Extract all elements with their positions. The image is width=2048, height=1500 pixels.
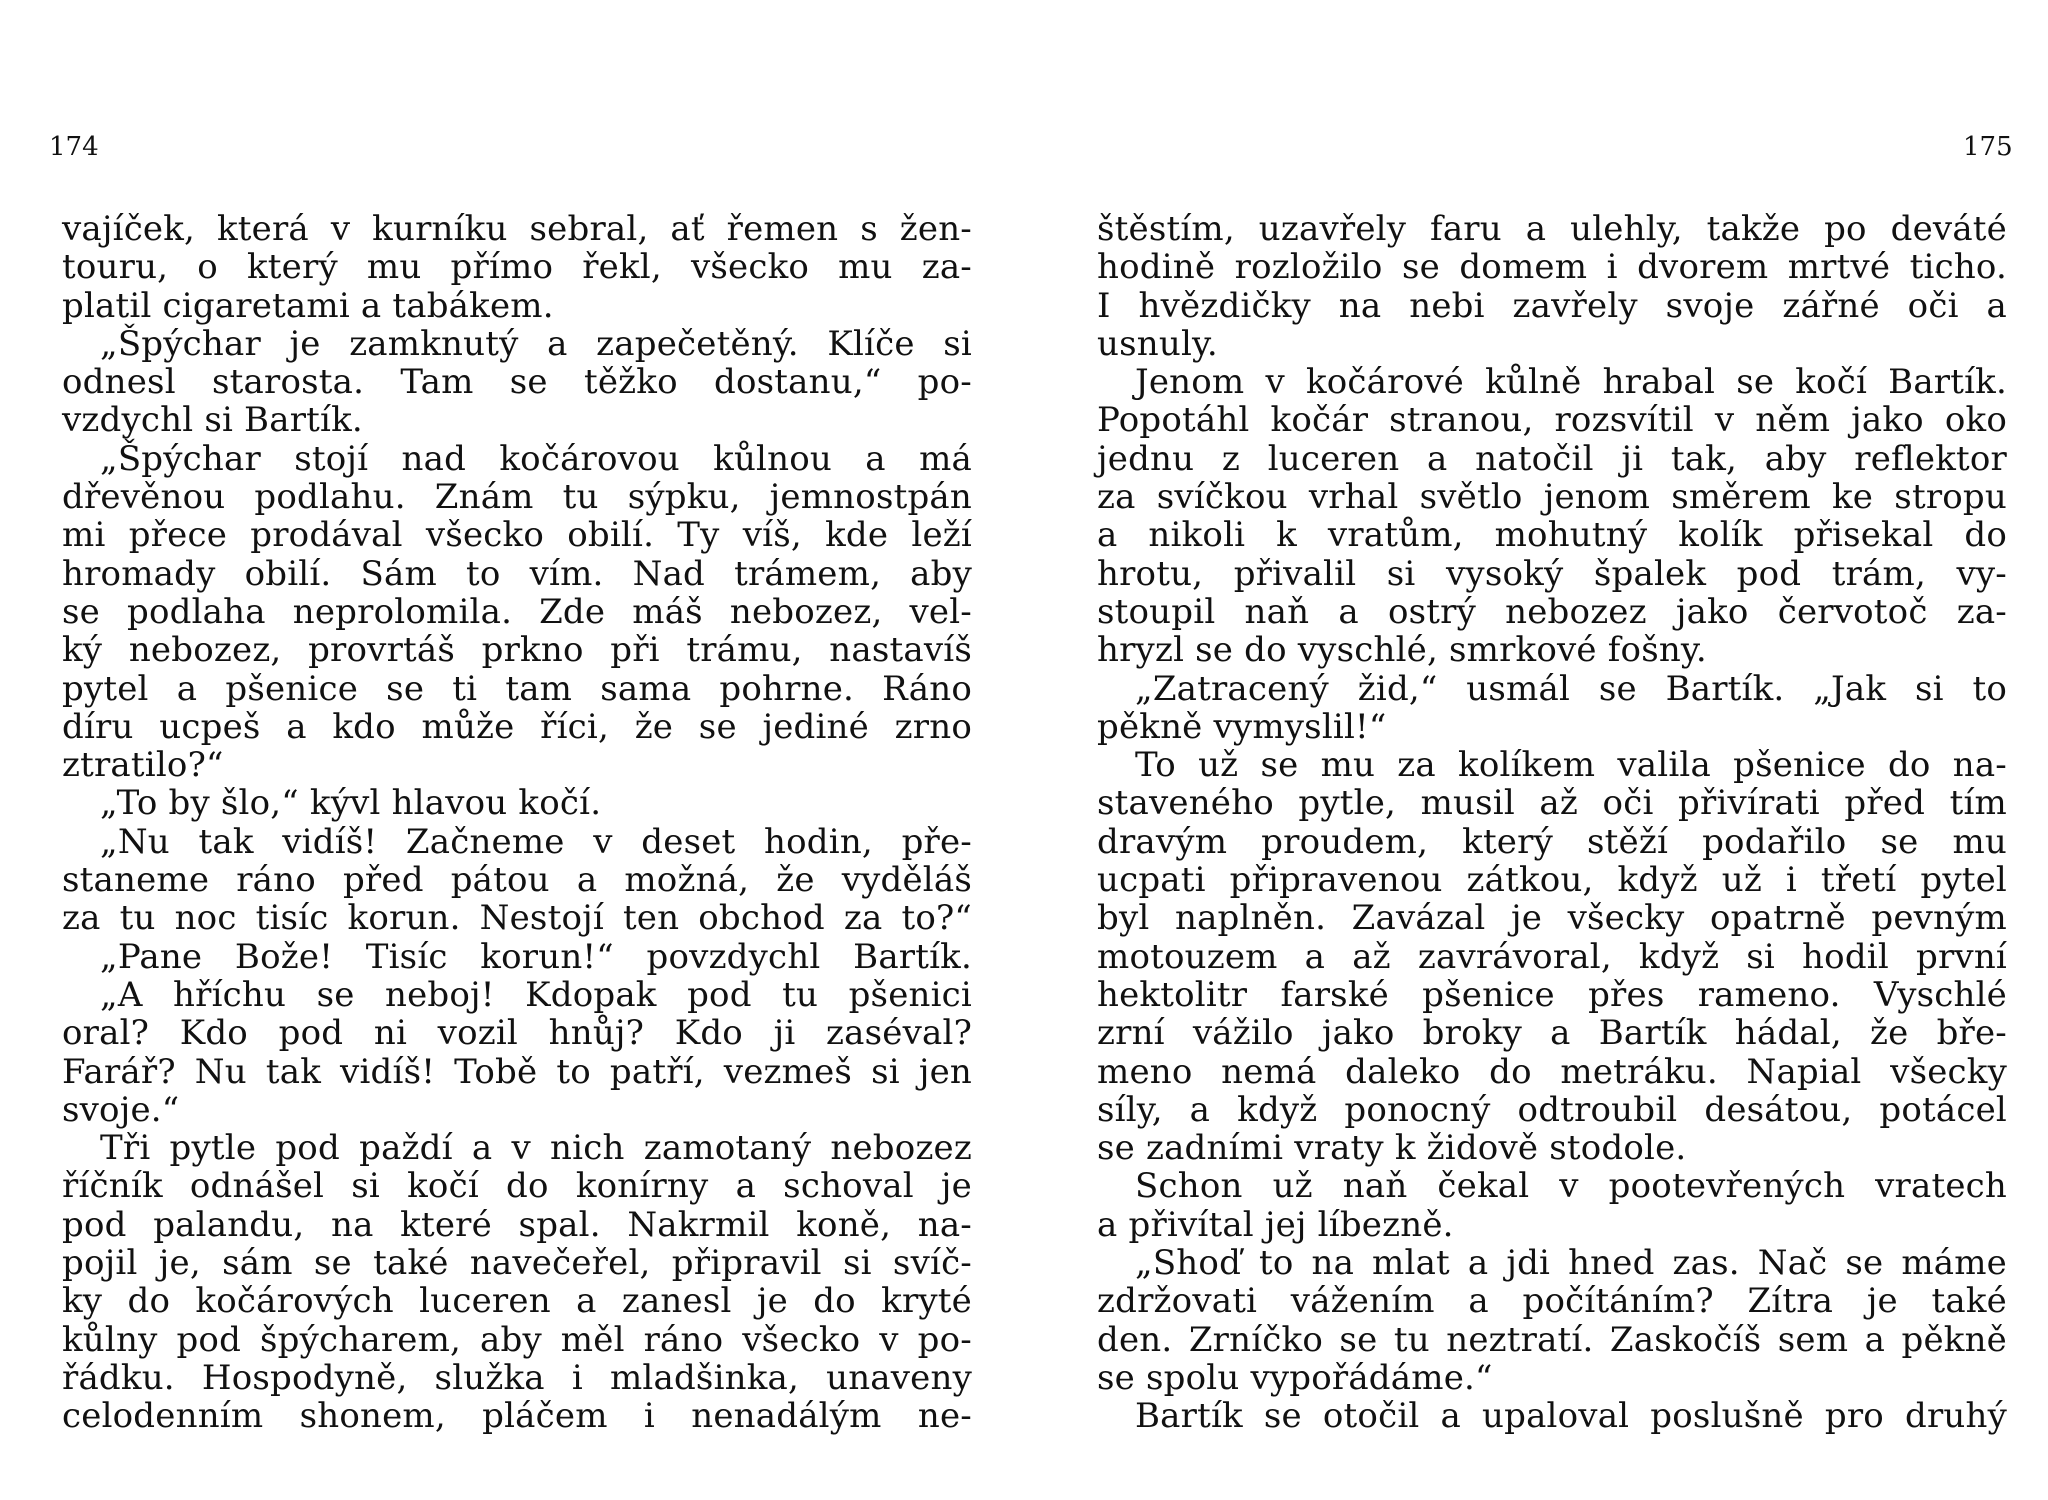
text-line: pod palandu, na které spal. Nakrmil koně, na-	[62, 1204, 972, 1245]
text-line: „Špýchar stojí nad kočárovou kůlnou a má	[100, 438, 972, 479]
text-line: zdržovati vážením a počítáním? Zítra je také	[1097, 1281, 2007, 1322]
text-line: byl naplněn. Zavázal je všecky opatrně pevným	[1097, 898, 2007, 939]
text-line: a nikoli k vratům, mohutný kolík přisekal do	[1097, 515, 2007, 556]
text-line: ky do kočárových luceren a zanesl je do kryté	[62, 1281, 972, 1322]
text-line: se podlaha neprolomila. Zde máš nebozez, vel-	[62, 591, 972, 632]
text-line: ucpati připravenou zátkou, když už i třetí pytel	[1097, 860, 2007, 901]
text-line: Schon už naň čekal v pootevřených vratech	[1135, 1166, 2007, 1207]
text-line: hromady obilí. Sám to vím. Nad trámem, aby	[62, 553, 972, 594]
text-line: „Zatracený žid,“ usmál se Bartík. „Jak si to	[1135, 668, 2007, 709]
text-line: se zadními vraty k židově stodole.	[1097, 1128, 1687, 1169]
text-line: staneme ráno před pátou a možná, že vyděláš	[62, 860, 972, 901]
text-line: hryzl se do vyschlé, smrkové fošny.	[1097, 630, 1707, 671]
text-line: meno nemá daleko do metráku. Napial všecky	[1097, 1051, 2007, 1092]
text-line: síly, a když ponocný odtroubil desátou, potácel	[1097, 1089, 2007, 1130]
text-line: „A hříchu se neboj! Kdopak pod tu pšenici	[100, 974, 972, 1015]
text-line: „Shoď to na mlat a jdi hned zas. Nač se máme	[1135, 1243, 2007, 1284]
text-line: vzdychl si Bartík.	[62, 400, 363, 441]
text-line: se spolu vypořádáme.“	[1097, 1357, 1493, 1398]
page-number-left: 174	[49, 132, 99, 162]
text-line: pojil je, sám se také navečeřel, připravil si svíč-	[62, 1243, 972, 1284]
text-line: den. Zrníčko se tu neztratí. Zaskočíš sem a pěkně	[1097, 1319, 2007, 1360]
text-line: štěstím, uzavřely faru a ulehly, takže po deváté	[1097, 209, 2007, 249]
text-line: hektolitr farské pšenice přes rameno. Vyschlé	[1097, 974, 2007, 1015]
text-line: ztratilo?“	[62, 745, 224, 786]
text-line: Tři pytle pod paždí a v nich zamotaný nebozez	[100, 1128, 972, 1169]
text-line: platil cigaretami a tabákem.	[62, 285, 554, 326]
text-line: Jenom v kočárové kůlně hrabal se kočí Bartík.	[1135, 362, 2007, 403]
text-line: pytel a pšenice se ti tam sama pohrne. Ráno	[62, 668, 972, 709]
text-line: celodenním shonem, pláčem i nenadálým ne-	[62, 1396, 972, 1437]
text-line: zrní vážilo jako broky a Bartík hádal, že bře-	[1097, 1013, 2007, 1054]
text-line: za svíčkou vrhal světlo jenom směrem ke stropu	[1097, 477, 2007, 518]
text-line: a přivítal jej líbezně.	[1097, 1204, 1454, 1245]
text-line: Farář? Nu tak vidíš! Tobě to patří, vezmeš si jen	[62, 1051, 972, 1092]
text-line: vajíček, která v kurníku sebral, ať řemen s žen-	[62, 209, 972, 249]
text-line: ký nebozez, provrtáš prkno při trámu, nastavíš	[62, 630, 972, 671]
text-line: řádku. Hospodyně, služka i mladšinka, unaveny	[62, 1357, 972, 1398]
text-line: hodině rozložilo se domem i dvorem mrtvé ticho.	[1097, 247, 2007, 288]
text-line: mi přece prodával všecko obilí. Ty víš, kde leží	[62, 515, 972, 556]
text-line: Popotáhl kočár stranou, rozsvítil v něm jako oko	[1097, 400, 2007, 441]
text-line: I hvězdičky na nebi zavřely svoje zářné oči a	[1097, 285, 2007, 326]
text-line: jednu z luceren a natočil ji tak, aby reflektor	[1097, 438, 2007, 479]
text-line: usnuly.	[1097, 323, 1218, 364]
text-line: Bartík se otočil a upaloval poslušně pro druhý	[1135, 1396, 2007, 1437]
text-line: staveného pytle, musil až oči přivírati před tím	[1097, 783, 2007, 824]
text-line: odnesl starosta. Tam se těžko dostanu,“ po-	[62, 362, 972, 403]
text-line: „Pane Bože! Tisíc korun!“ povzdychl Bartík.	[100, 936, 972, 977]
text-line: pěkně vymyslil!“	[1097, 706, 1387, 747]
text-line: říčník odnášel si kočí do konírny a schoval je	[62, 1166, 972, 1207]
text-line: hrotu, přivalil si vysoký špalek pod trám, vy-	[1097, 553, 2007, 594]
text-line: stoupil naň a ostrý nebozez jako červotoč za-	[1097, 591, 2007, 632]
text-line: dravým proudem, který stěží podařilo se mu	[1097, 821, 2007, 862]
text-line: To už se mu za kolíkem valila pšenice do na-	[1135, 745, 2007, 786]
text-line: „Nu tak vidíš! Začneme v deset hodin, pře-	[100, 821, 972, 862]
text-line: díru ucpeš a kdo může říci, že se jediné zrno	[62, 706, 972, 747]
text-line: dřevěnou podlahu. Znám tu sýpku, jemnostpán	[62, 477, 972, 518]
text-line: svoje.“	[62, 1089, 180, 1130]
text-line: touru, o který mu přímo řekl, všecko mu za-	[62, 247, 972, 288]
text-line: za tu noc tisíc korun. Nestojí ten obchod za to?“	[62, 898, 972, 939]
text-line: „Špýchar je zamknutý a zapečetěný. Klíče si	[100, 323, 972, 364]
text-line: motouzem a až zavrávoral, když si hodil první	[1097, 936, 2007, 977]
text-line: oral? Kdo pod ni vozil hnůj? Kdo ji zaséval?	[62, 1013, 972, 1054]
text-line: „To by šlo,“ kývl hlavou kočí.	[100, 783, 602, 824]
left-page-text	[62, 210, 972, 1436]
right-page-text	[1097, 210, 2007, 1436]
page-number-right: 175	[1963, 132, 2013, 162]
text-line: kůlny pod špýcharem, aby měl ráno všecko v po-	[62, 1319, 972, 1360]
